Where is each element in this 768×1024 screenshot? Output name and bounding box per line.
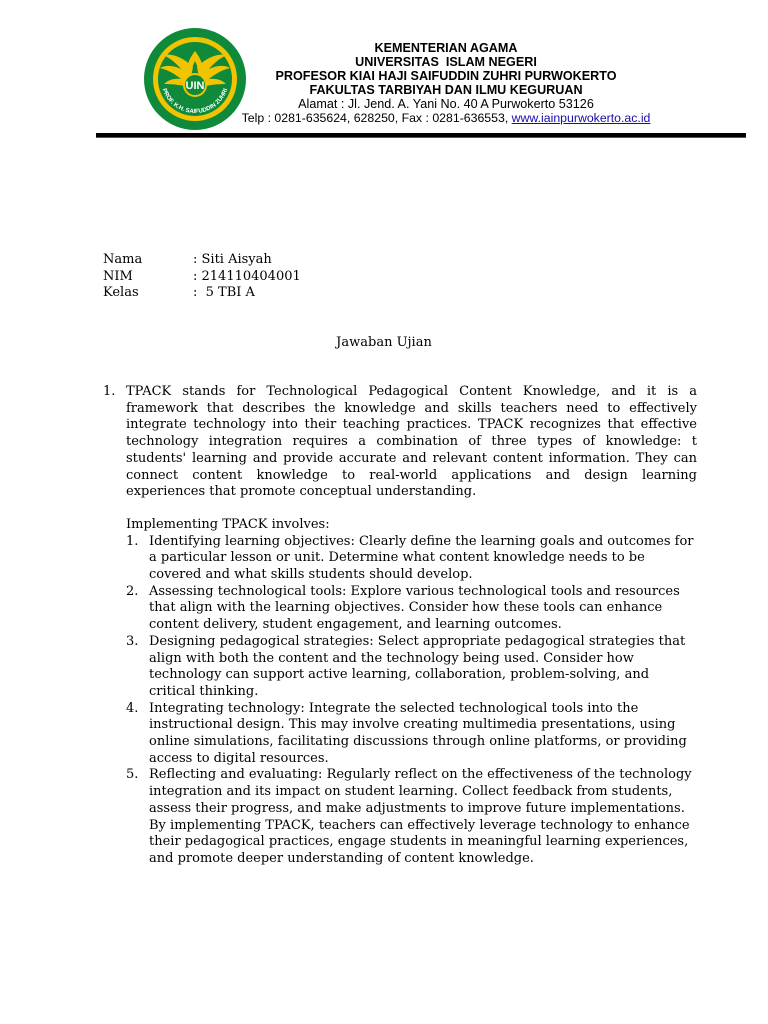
answer-number: 1. [103, 384, 116, 399]
identity-key: Nama [103, 252, 143, 267]
phone-fax: Telp : 0281-635624, 628250, Fax : 0281-636553, [241, 111, 512, 125]
address-line: Alamat : Jl. Jend. A. Yani No. 40 A Purwokerto 53126 [298, 97, 594, 111]
identity-value: : Siti Aisyah [193, 252, 272, 267]
list-item: 5. Reflecting and evaluating: Regularly reflect on the effectiveness of the technology integration and its impact on student learning. Collect feedback from students, assess their progress, and make adjustments to improve future implementations. [126, 767, 692, 816]
contact-line [236, 111, 656, 125]
ministry-name: KEMENTERIAN AGAMA [374, 41, 518, 55]
implementing-label: Implementing TPACK involves: [126, 516, 330, 532]
faculty-name: FAKULTAS TARBIYAH DAN ILMU KEGURUAN [309, 83, 583, 97]
document-title: Jawaban Ujian [336, 335, 432, 350]
letterhead-text [236, 41, 656, 125]
identity-value: : 214110404001 [193, 268, 301, 284]
list-item: 2. Assessing technological tools: Explore various technological tools and resources that align with the learning objectives. Consider how these tools can enhance content delivery, student engagement, and learning outcomes. [126, 583, 680, 633]
university-logo [143, 27, 247, 131]
identity-row-name [103, 252, 301, 269]
identity-value: : 5 TBI A [193, 285, 255, 300]
identity-key: NIM [103, 268, 133, 284]
logo-ring-text: PROF. K.H. SAIFUDDIN ZUHRI [160, 87, 230, 116]
answer-1 [103, 384, 697, 868]
list-item: 4. Integrating technology: Integrate the selected technological tools into the instructional design. This may involve creating multimedia presentations, using online simulations, facilitating discussions through online platforms, or providing access to digital resources. [126, 700, 687, 766]
identity-row-class [103, 285, 301, 302]
logo-uin-text: UIN [185, 80, 205, 92]
steps-list [126, 534, 697, 818]
student-identity [103, 252, 301, 302]
university-type: UNIVERSITAS ISLAM NEGERI [355, 55, 537, 69]
identity-key: Kelas [103, 285, 139, 300]
closing-paragraph: By implementing TPACK, teachers can effectively leverage technology to enhance their pedagogical practices, engage students in meaningful learning experiences, and promote deeper understanding of content knowledge. [149, 817, 690, 866]
list-item: 3. Designing pedagogical strategies: Select appropriate pedagogical strategies that align with both the content and the technology being used. Consider how technology can support active learning, collaboration, problem-solving, and critical thinking. [126, 633, 686, 699]
university-name: PROFESOR KIAI HAJI SAIFUDDIN ZUHRI PURWOKERTO [275, 69, 617, 83]
answer-intro: TPACK stands for Technological Pedagogical Content Knowledge, and it is a framework that describes the knowledge and skills teachers need to effectively integrate technology into their teaching practices. TPACK recognizes that effective technology integration requires a combination of three types of knowledge: t students' learning and provide accurate and relevant content information. They can connect content knowledge to real-world applications and design learning experiences that promote conceptual understanding. [126, 384, 697, 500]
identity-row-nim [103, 269, 301, 286]
letterhead-divider [96, 133, 746, 138]
website-link[interactable]: www.iainpurwokerto.ac.id [511, 111, 651, 125]
list-item: 1. Identifying learning objectives: Clearly define the learning goals and outcomes for a particular lesson or unit. Determine what content knowledge needs to be covered and what skills students should develop. [126, 533, 694, 583]
